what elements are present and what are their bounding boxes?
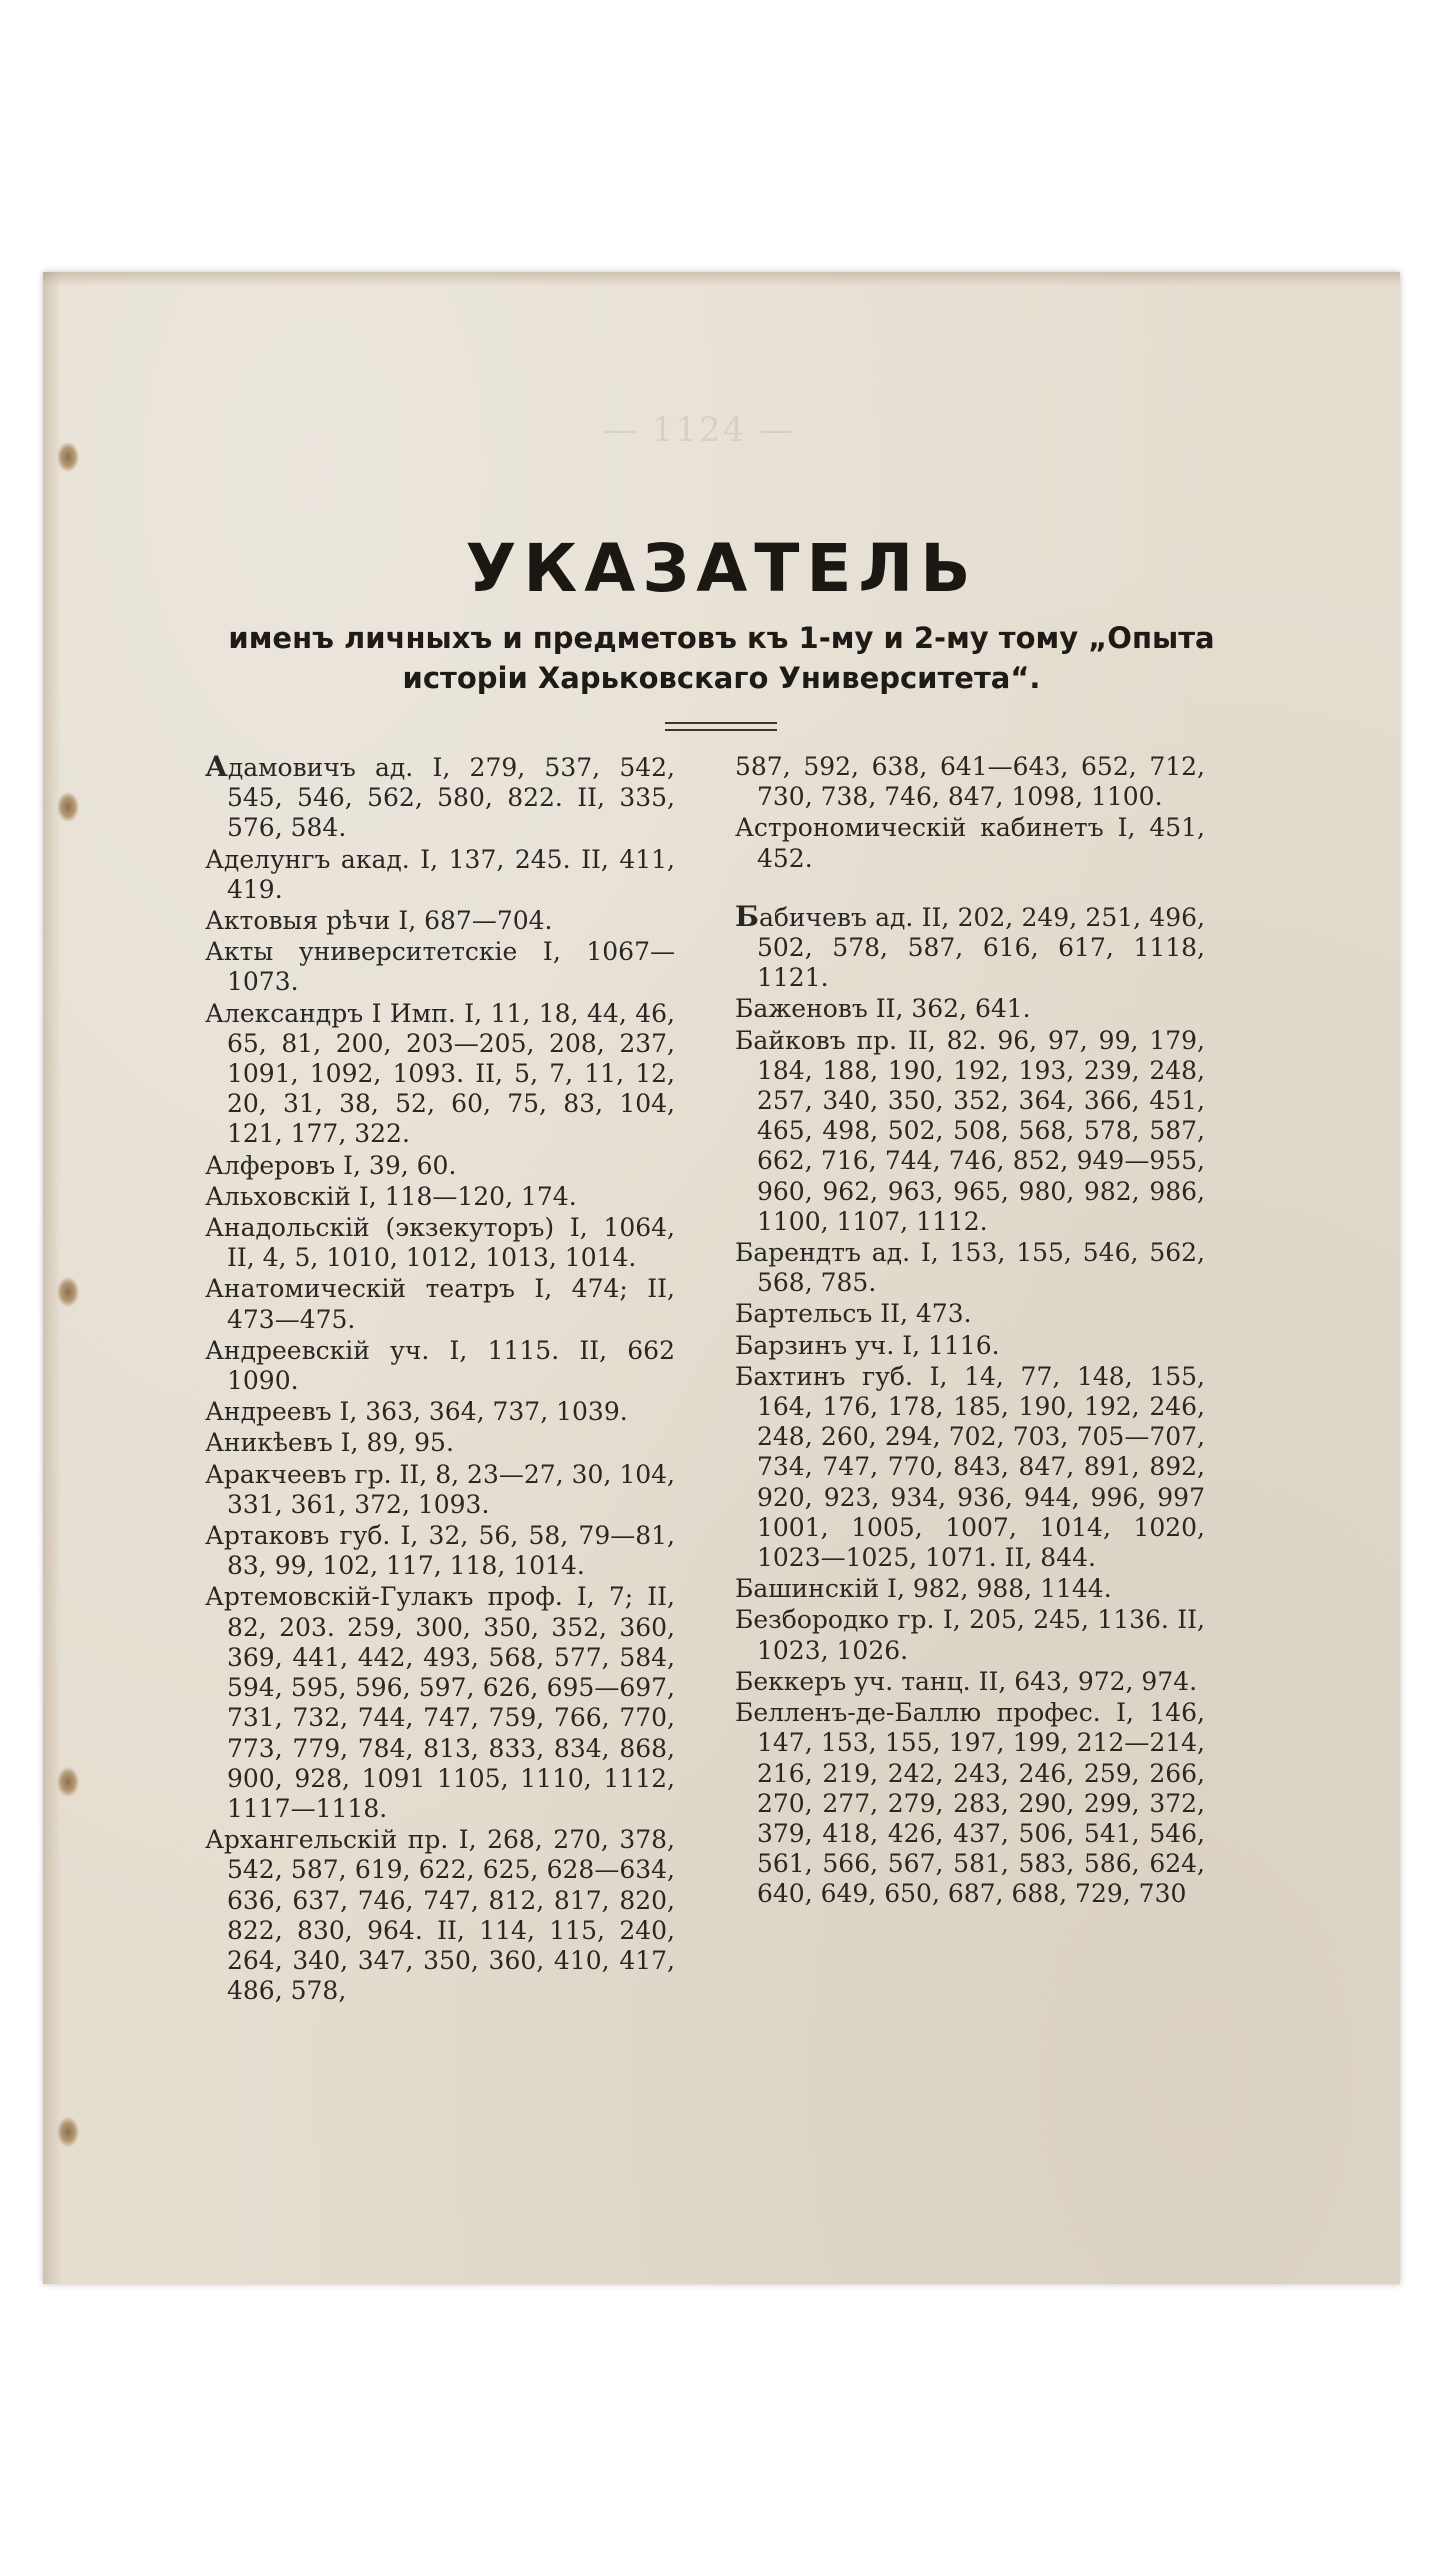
index-entry (205, 1151, 675, 1181)
entry-text: Бахтинъ губ. I, 14, 77, 148, 155, 164, 176, 178, 185, 190, 192, 246, 248, 260, 294, 702, 703, 705—707, 734, 747, 770, 843, 847, 891, 892, 920, 923, 934, 936, 944, 996, 997 1001, 1005, 1007, 1014, 1020, 1023—1025, 1071. II, 844. (735, 1361, 1205, 1573)
entry-text: Артемовскiй-Гулакъ проф. I, 7; II, 82, 203. 259, 300, 350, 352, 360, 369, 441, 442, 493, 568, 577, 584, 594, 595, 596, 597, 626, 695—697, 731, 732, 744, 747, 759, 766, 770, 773, 779, 784, 813, 833, 834, 868, 900, 928, 1091 1105, 1110, 1112, 1117—1118. (205, 1582, 675, 1823)
entry-text: Астрономическiй кабинетъ I, 451, 452. (735, 813, 1205, 873)
index-entry (205, 845, 675, 905)
index-entry (735, 1299, 1205, 1329)
index-entry (205, 999, 675, 1150)
entry-text: Аникѣевъ I, 89, 95. (205, 1428, 454, 1458)
entry-text: Анадольскiй (экзекуторъ) I, 1064, II, 4, 5, 1010, 1012, 1013, 1014. (205, 1213, 675, 1273)
index-entry (205, 937, 675, 997)
entry-text: абичевъ ад. II, 202, 249, 251, 496, 502, 578, 587, 616, 617, 1118, 1121. (757, 902, 1205, 993)
page-top-shadow (43, 272, 1400, 286)
index-entry (205, 1182, 675, 1212)
index-entry (735, 1026, 1205, 1237)
binding-hole (57, 1277, 79, 1307)
index-entry (735, 1698, 1205, 1909)
book-page (43, 272, 1400, 2284)
index-entry (735, 1667, 1205, 1697)
index-subtitle: именъ личныхъ и предметовъ къ 1-му и 2-му тому „Опыта исторiи Харьковскаго Университета“. (228, 621, 1215, 695)
entry-initial-letter: Б (735, 899, 759, 933)
index-entry (205, 906, 675, 936)
entry-text: Безбородко гр. I, 205, 245, 1136. II, 1023, 1026. (735, 1605, 1205, 1665)
binding-hole (57, 1767, 79, 1797)
binding-hole (57, 442, 79, 472)
entry-text: Акты университетскiе I, 1067—1073. (205, 937, 675, 997)
entry-text: дамовичъ ад. I, 279, 537, 542, 545, 546, 562, 580, 822. II, 335, 576, 584. (227, 753, 675, 843)
index-entry (205, 1460, 675, 1520)
entry-text: Аракчеевъ гр. II, 8, 23—27, 30, 104, 331, 361, 372, 1093. (205, 1459, 675, 1519)
index-entry (735, 1362, 1205, 1573)
index-entry (205, 1274, 675, 1334)
index-entry (735, 1605, 1205, 1665)
index-column-left (205, 752, 675, 2007)
entry-initial-letter: А (205, 750, 228, 783)
entry-text: Бартельсъ II, 473. (735, 1299, 972, 1329)
entry-text: Баженовъ II, 362, 641. (735, 994, 1031, 1024)
entry-text: Башинскiй I, 982, 988, 1144. (735, 1574, 1112, 1604)
entry-text: 587, 592, 638, 641—643, 652, 712, 730, 738, 746, 847, 1098, 1100. (735, 752, 1205, 812)
entry-text: Андреевъ I, 363, 364, 737, 1039. (205, 1397, 628, 1427)
entry-text: Актовыя рѣчи I, 687—704. (205, 906, 553, 936)
entry-text: Артаковъ губ. I, 32, 56, 58, 79—81, 83, 99, 102, 117, 118, 1014. (205, 1521, 675, 1581)
entry-text: Байковъ пр. II, 82. 96, 97, 99, 179, 184, 188, 190, 192, 193, 239, 248, 257, 340, 350, 352, 364, 366, 451, 465, 498, 502, 508, 568, 578, 587, 662, 716, 744, 746, 852, 949—955, 960, 962, 963, 965, 980, 982, 986, 1100, 1107, 1112. (735, 1025, 1205, 1236)
entry-text: Беккеръ уч. танц. II, 643, 972, 974. (735, 1666, 1198, 1696)
entry-text: Андреевскiй уч. I, 1115. II, 662 1090. (205, 1335, 675, 1396)
index-entry (735, 994, 1205, 1024)
index-entry (205, 1336, 675, 1396)
entry-text: Александръ I Имп. I, 11, 18, 44, 46, 65, 81, 200, 203—205, 208, 237, 1091, 1092, 1093. II, 5, 7, 11, 12, 20, 31, 38, 52, 60, 75, 83, 104, 121, 177, 322. (205, 998, 675, 1149)
entry-text: Барендтъ ад. I, 153, 155, 546, 562, 568, 785. (735, 1238, 1205, 1298)
binding-hole (57, 792, 79, 822)
title-divider (665, 722, 777, 731)
index-entry (205, 1521, 675, 1581)
entry-text: Барзинъ уч. I, 1116. (735, 1330, 1000, 1360)
index-entry (205, 1213, 675, 1273)
index-entry (205, 752, 675, 844)
index-entry (205, 1428, 675, 1458)
binding-hole (57, 2117, 79, 2147)
index-column-right (735, 752, 1205, 1911)
bleed-through-text: — 1124 — (603, 410, 796, 450)
index-entry (205, 1397, 675, 1427)
index-entry (735, 1574, 1205, 1604)
entry-text: Альховскiй I, 118—120, 174. (205, 1181, 577, 1211)
index-entry (735, 1238, 1205, 1298)
entry-text: Архангельскiй пр. I, 268, 270, 378, 542, 587, 619, 622, 625, 628—634, 636, 637, 746, 747, 812, 817, 820, 822, 830, 964. II, 114, 115, 240, 264, 340, 347, 350, 360, 410, 417, 486, 578, (205, 1825, 675, 2006)
index-entry (735, 899, 1205, 994)
entry-text: Анатомическiй театръ I, 474; II, 473—475. (205, 1274, 675, 1334)
entry-text: Алферовъ I, 39, 60. (205, 1150, 457, 1180)
index-entry (735, 813, 1205, 873)
index-entry (735, 752, 1205, 812)
index-entry (205, 1825, 675, 2006)
entry-text: Аделунгъ акад. I, 137, 245. II, 411, 419. (205, 844, 675, 904)
index-entry (735, 1331, 1205, 1361)
entry-text: Белленъ-де-Баллю профес. I, 146, 147, 153, 155, 197, 199, 212—214, 216, 219, 242, 243, 246, 259, 266, 270, 277, 279, 283, 290, 299, 372, 379, 418, 426, 437, 506, 541, 546, 561, 566, 567, 581, 583, 586, 624, 640, 649, 650, 687, 688, 729, 730 (735, 1698, 1205, 1909)
index-entry (205, 1582, 675, 1824)
index-title: УКАЗАТЕЛЬ (465, 530, 978, 607)
